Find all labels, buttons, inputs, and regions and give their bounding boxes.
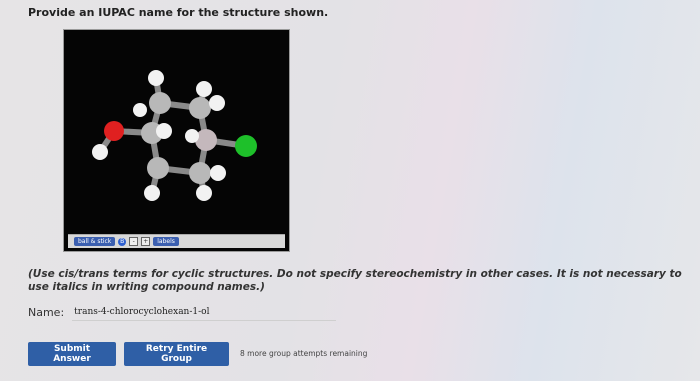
hydrogen-atom [92,144,108,160]
answer-row [28,304,336,321]
instructions-text: (Use cis/trans terms for cyclic structures. Do not specify stereochemistry in other cases. It is not necessary to use italics in writing compound names.) [28,268,682,293]
hydrogen-atom [209,95,225,111]
hydrogen-atom [196,81,212,97]
carbon-atom [149,92,171,114]
ball-stick-button[interactable]: ball & stick [74,237,115,246]
carbon-atom [189,97,211,119]
hydrogen-atom [133,103,147,117]
submit-answer-button[interactable]: Submit Answer [28,342,116,366]
hydrogen-atom [196,185,212,201]
display-toggle-icon[interactable]: B [120,237,125,245]
name-input[interactable] [72,304,336,321]
molecule-model [64,30,289,251]
retry-group-button[interactable]: Retry Entire Group [124,342,229,366]
carbon-atom [189,162,211,184]
zoom-out-button[interactable]: - [129,237,138,246]
attempts-remaining-text: 8 more group attempts remaining [240,349,368,358]
hydrogen-atom [185,129,199,143]
hydrogen-atom [156,123,172,139]
viewer-controls [68,234,285,248]
hydrogen-atom [144,185,160,201]
zoom-in-button[interactable]: + [143,238,149,245]
hydrogen-atom [148,70,164,86]
question-text: Provide an IUPAC name for the structure shown. [28,6,329,19]
labels-button[interactable]: labels [153,237,179,246]
name-label: Name: [28,306,65,319]
carbon-atom [195,129,217,151]
carbon-atom [147,157,169,179]
hydrogen-atom [210,165,226,181]
chlorine-atom [235,135,257,157]
molecule-viewer[interactable] [63,29,290,252]
oxygen-atom [104,121,124,141]
